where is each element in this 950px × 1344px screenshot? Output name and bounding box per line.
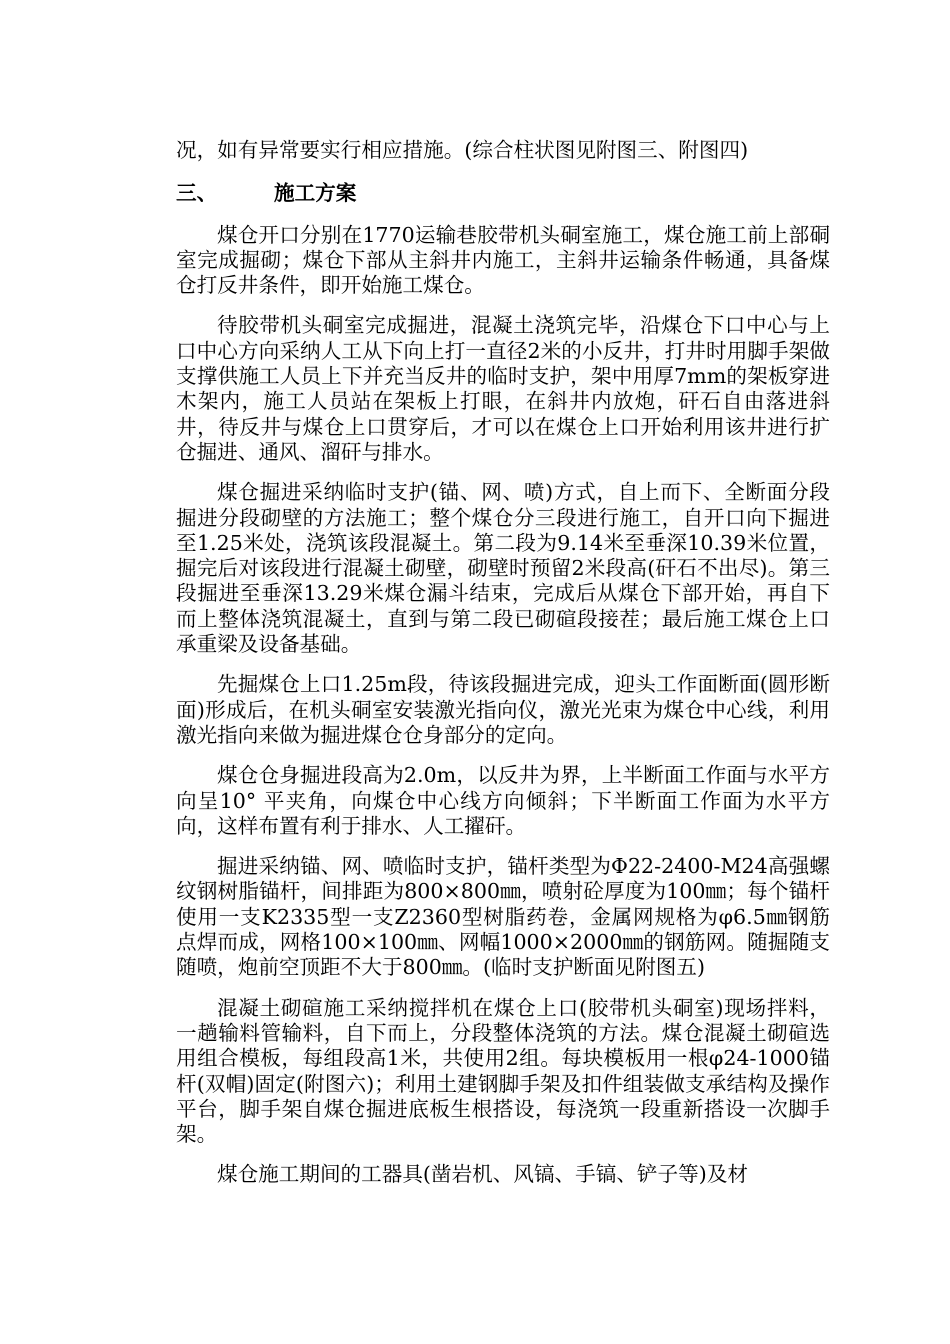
continuation-paragraph: 况，如有异常要实行相应措施。(综合柱状图见附图三、附图四) [176,138,749,162]
paragraph-laser-orientation: 先掘煤仓上口1.25m段，待该段掘进完成，迎头工作面断面(圆形断面)形成后，在机头硐室安装激光指向仪，激光光束为煤仓中心线，利用激光指向来做为掘进煤仓仓身部分的定向。 [176,672,830,747]
section-title: 施工方案 [274,181,357,206]
section-number: 三、 [176,181,218,206]
paragraph-tools-materials: 煤仓施工期间的工器具(凿岩机、风镐、手镐、铲子等)及材 [217,1162,748,1187]
paragraph-concrete-lining: 混凝土砌碹施工采纳搅拌机在煤仓上口(胶带机头硐室)现场拌料，一趟输料管输料，自下而上，分段整体浇筑的方法。煤仓混凝土砌碹选用组合模板，每组段高1米，共使用2组。每块模板用一根φ24-1000锚杆(双帽)固定(附图六)；利用土建钢脚手架及扣件组装做支承结构及操作平台，脚手架自煤仓掘进底板生根搭设，每浇筑一段重新搭设一次脚手架。 [176,995,830,1147]
document-body [176,138,830,1188]
paragraph-working-face: 煤仓仓身掘进段高为2.0m，以反井为界，上半断面工作面与水平方向呈10° 平夹角，向煤仓中心线方向倾斜；下半断面工作面为水平方向，这样布置有利于排水、人工擢矸。 [176,763,830,838]
paragraph-excavation-method: 煤仓掘进采纳临时支护(锚、网、喷)方式，自上而下、全断面分段掘进分段砌壁的方法施工；整个煤仓分三段进行施工，自开口向下掘进至1.25米处，浇筑该段混凝土。第二段为9.14米至垂深10.39米位置，掘完后对该段进行混凝土砌壁，砌壁时预留2米段高(矸石不出尽)。第三段掘进至垂深13.29米煤仓漏斗结束，完成后从煤仓下部开始，再自下而上整体浇筑混凝土，直到与第二段已砌碹段接茬；最后施工煤仓上口承重梁及设备基础。 [176,480,830,657]
paragraph-temporary-support: 掘进采纳锚、网、喷临时支护，锚杆类型为Φ22-2400-M24高强螺纹钢树脂锚杆，间排距为800×800㎜，喷射砼厚度为100㎜；每个锚杆使用一支K2335型一支Z2360型树脂药卷，金属网规格为φ6.5㎜钢筋点焊而成，网格100×100㎜、网幅1000×2000㎜的钢筋网。随掘随支随喷，炮前空顶距不大于800㎜。(临时支护断面见附图五) [176,854,830,980]
paragraph-raise-shaft: 待胶带机头硐室完成掘进，混凝土浇筑完毕，沿煤仓下口中心与上口中心方向采纳人工从下向上打一直径2米的小反井，打井时用脚手架做支撑供施工人员上下并充当反井的临时支护，架中用厚7mm的架板穿进木架内，施工人员站在架板上打眼，在斜井内放炮，矸石自由落进斜井，待反井与煤仓上口贯穿后，才可以在煤仓上口开始利用该井进行扩仓掘进、通风、溜矸与排水。 [176,313,830,464]
section-heading [176,181,830,206]
paragraph-opening-location: 煤仓开口分别在1770运输巷胶带机头硐室施工，煤仓施工前上部硐室完成掘砌；煤仓下部从主斜井内施工，主斜井运输条件畅通，具备煤仓打反井条件，即开始施工煤仓。 [176,222,830,298]
